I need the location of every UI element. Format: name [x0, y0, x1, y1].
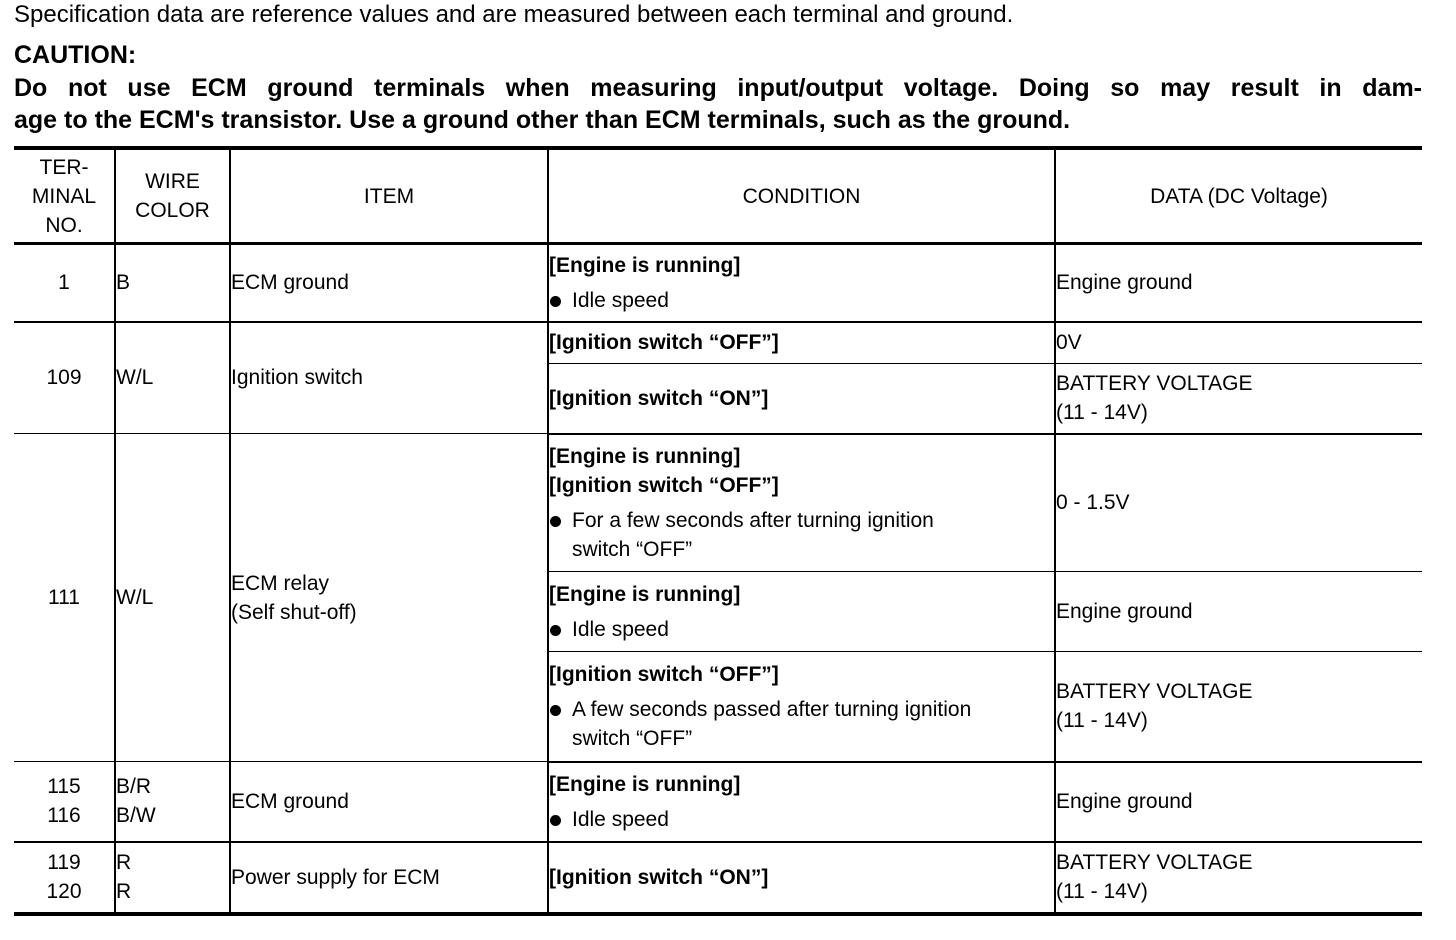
item-cell	[230, 434, 548, 762]
terminal-no: 109	[46, 366, 82, 390]
data-value-cell	[1055, 434, 1422, 572]
caution-title: CAUTION:	[14, 41, 137, 69]
table-row	[14, 762, 1422, 842]
caution-line-2: age to the ECM's transistor. Use a ground other than ECM terminals, such as the ground.	[14, 106, 1071, 134]
condition-heading: [Ignition switch “ON”]	[549, 386, 769, 410]
table-row	[14, 244, 1422, 322]
header-terminal-line: MINAL	[31, 184, 97, 208]
terminal-no-cell	[14, 434, 115, 762]
condition-heading: [Ignition switch “OFF”]	[549, 331, 779, 355]
data-value: (11 - 14V)	[1056, 880, 1148, 903]
condition-bullet-text: A few seconds passed after turning ignition	[572, 697, 972, 721]
terminal-no: 111	[48, 586, 80, 609]
caution-text	[14, 72, 1422, 136]
data-value: 0 - 1.5V	[1056, 491, 1130, 515]
condition-heading: [Engine is running]	[549, 444, 741, 468]
data-value: Engine ground	[1056, 271, 1193, 295]
caution-line-1: Do not use ECM ground terminals when measuring input/output voltage. Doing so may result in dam-	[14, 74, 1422, 102]
data-value: (11 - 14V)	[1056, 401, 1148, 425]
condition-cell	[548, 364, 1055, 434]
terminal-no: 119	[47, 851, 81, 874]
condition-heading: [Ignition switch “OFF”]	[549, 662, 779, 686]
terminal-no: 120	[46, 880, 82, 903]
terminal-no-cell	[14, 322, 115, 434]
condition-heading: [Ignition switch “ON”]	[549, 865, 769, 889]
item-cell	[230, 244, 548, 322]
wire-color: B/R	[116, 775, 152, 799]
terminal-no: 1	[58, 271, 70, 295]
condition-bullet-text: switch “OFF”	[572, 726, 693, 750]
item-cell	[230, 762, 548, 842]
header-terminal-line: NO.	[45, 213, 83, 237]
condition-bullet	[549, 615, 1054, 644]
item-text: ECM ground	[231, 271, 349, 295]
terminal-no-cell	[14, 842, 115, 914]
data-value-cell	[1055, 762, 1422, 842]
condition-cell	[548, 244, 1055, 322]
data-value: Engine ground	[1056, 790, 1193, 813]
data-value: BATTERY VOLTAGE	[1056, 680, 1253, 704]
header-wire-line: COLOR	[135, 199, 210, 222]
condition-bullet	[549, 506, 1054, 564]
data-value-cell	[1055, 572, 1422, 652]
wire-color: R	[116, 851, 132, 874]
wire-color: R	[116, 880, 132, 903]
data-value: Engine ground	[1056, 600, 1193, 623]
data-value-cell	[1055, 322, 1422, 364]
condition-cell	[548, 842, 1055, 914]
condition-bullet	[549, 805, 1054, 834]
item-text: (Self shut-off)	[231, 600, 357, 624]
table-row	[14, 322, 1422, 364]
wire-color-cell	[115, 842, 230, 914]
condition-heading: [Ignition switch “OFF”]	[549, 473, 779, 497]
data-value-cell	[1055, 652, 1422, 762]
condition-bullet-text: For a few seconds after turning ignition	[572, 508, 934, 532]
data-value-cell	[1055, 842, 1422, 914]
condition-cell	[548, 572, 1055, 652]
condition-cell	[548, 652, 1055, 762]
wire-color: W/L	[116, 366, 154, 390]
table-row	[14, 842, 1422, 914]
terminal-no: 115	[47, 775, 81, 799]
table-row	[14, 434, 1422, 572]
condition-bullet-text: Idle speed	[572, 617, 669, 641]
condition-bullet	[549, 695, 1054, 753]
table-header-row	[14, 148, 1422, 244]
condition-heading: [Engine is running]	[549, 582, 741, 606]
data-value: BATTERY VOLTAGE	[1056, 851, 1253, 874]
wire-color: B	[116, 271, 131, 295]
wire-color-cell	[115, 762, 230, 842]
wire-color-cell	[115, 322, 230, 434]
condition-cell	[548, 322, 1055, 364]
data-value: 0V	[1056, 331, 1082, 355]
item-text: Ignition switch	[231, 366, 363, 390]
header-wire-line: WIRE	[145, 170, 200, 193]
item-text: Power supply for ECM	[231, 865, 440, 889]
condition-heading: [Engine is running]	[549, 772, 741, 796]
wire-color-cell	[115, 244, 230, 322]
condition-bullet-text: Idle speed	[572, 288, 669, 312]
data-value: (11 - 14V)	[1056, 709, 1148, 733]
condition-bullet-text: Idle speed	[572, 807, 669, 831]
terminal-spec-table	[14, 146, 1422, 916]
header-item: ITEM	[230, 148, 548, 244]
item-cell	[230, 322, 548, 434]
header-data: DATA (DC Voltage)	[1055, 148, 1422, 244]
item-text: ECM ground	[231, 789, 349, 813]
condition-cell	[548, 434, 1055, 572]
item-text: ECM relay	[231, 571, 330, 595]
header-terminal-line: TER-	[39, 155, 89, 179]
condition-heading: [Engine is running]	[549, 253, 741, 277]
condition-cell	[548, 762, 1055, 842]
data-value: BATTERY VOLTAGE	[1056, 372, 1253, 396]
terminal-no-cell	[14, 762, 115, 842]
data-value-cell	[1055, 244, 1422, 322]
condition-bullet-text: switch “OFF”	[572, 537, 693, 561]
wire-color: B/W	[116, 804, 156, 828]
header-terminal-no	[14, 148, 115, 244]
wire-color-cell	[115, 434, 230, 762]
item-cell	[230, 842, 548, 914]
intro-text: Specification data are reference values and are measured between each terminal and ground.	[14, 1, 1014, 28]
terminal-no: 116	[47, 804, 81, 828]
wire-color: W/L	[116, 586, 154, 609]
header-condition: CONDITION	[548, 148, 1055, 244]
terminal-no-cell	[14, 244, 115, 322]
condition-bullet	[549, 286, 1054, 315]
header-wire-color	[115, 148, 230, 244]
data-value-cell	[1055, 364, 1422, 434]
